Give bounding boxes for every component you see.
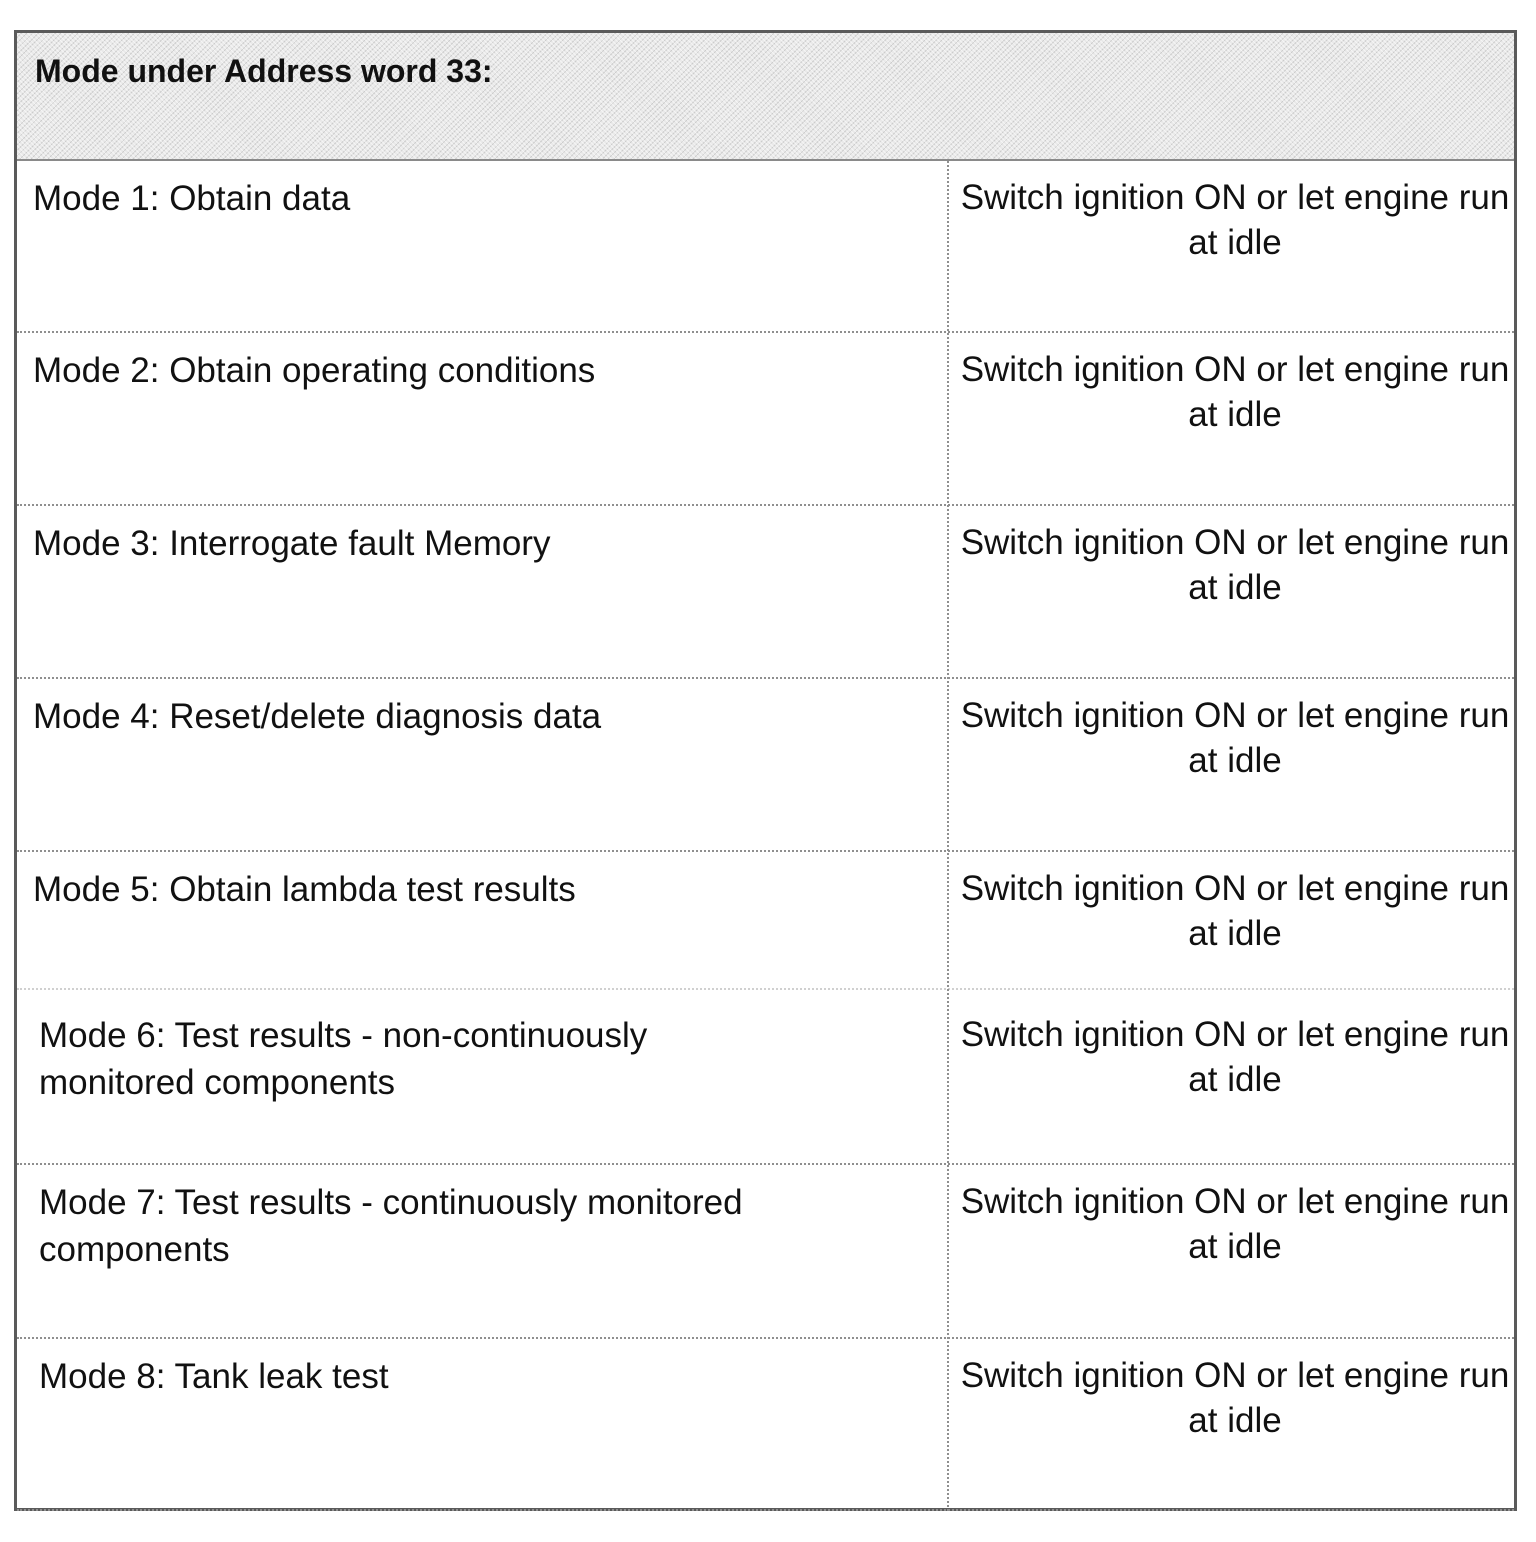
condition-cell: Switch ignition ON or let engine run at idle [960, 350, 1510, 434]
mode-cell: Mode 7: Test results - continuously monitored components [39, 1183, 743, 1269]
table-row [17, 506, 1514, 679]
mode-cell: Mode 6: Test results - non-continuously monitored components [39, 1016, 648, 1102]
table-header [17, 33, 1514, 161]
condition-cell: Switch ignition ON or let engine run at idle [960, 869, 1510, 953]
modes-table [14, 30, 1517, 1511]
table-row [17, 1339, 1514, 1511]
column-divider [947, 161, 949, 1511]
table-row [17, 333, 1514, 506]
table-row [17, 161, 1514, 333]
condition-cell: Switch ignition ON or let engine run at idle [960, 696, 1510, 780]
table-row [17, 679, 1514, 852]
condition-cell: Switch ignition ON or let engine run at idle [960, 1356, 1510, 1440]
mode-cell: Mode 4: Reset/delete diagnosis data [33, 697, 602, 736]
condition-cell: Switch ignition ON or let engine run at idle [960, 1182, 1510, 1266]
mode-cell: Mode 5: Obtain lambda test results [33, 870, 576, 909]
table-row [17, 990, 1514, 1165]
mode-cell: Mode 2: Obtain operating conditions [33, 351, 596, 390]
table-row [17, 1165, 1514, 1339]
mode-cell: Mode 3: Interrogate fault Memory [33, 524, 551, 563]
mode-cell: Mode 1: Obtain data [33, 179, 351, 218]
header-title: Mode under Address word 33: [35, 53, 493, 89]
mode-cell: Mode 8: Tank leak test [39, 1357, 389, 1396]
condition-cell: Switch ignition ON or let engine run at idle [960, 1015, 1510, 1099]
table-row [17, 852, 1514, 990]
condition-cell: Switch ignition ON or let engine run at idle [960, 178, 1510, 262]
condition-cell: Switch ignition ON or let engine run at idle [960, 523, 1510, 607]
